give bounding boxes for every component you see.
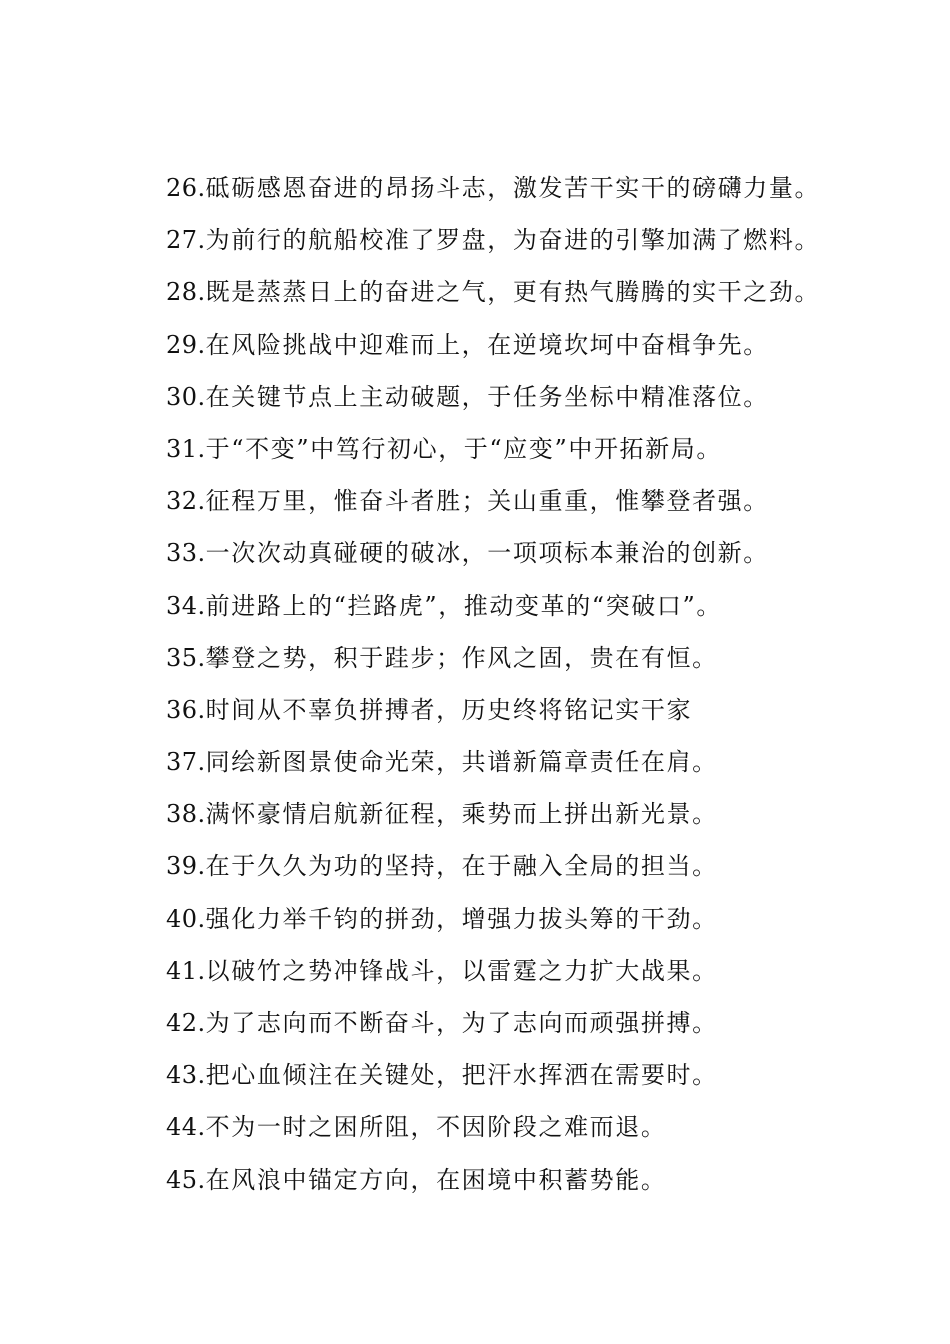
item-number: 31. xyxy=(166,434,206,463)
item-number: 34. xyxy=(166,591,206,620)
item-text: 一次次动真碰硬的破冰，一项项标本兼治的创新。 xyxy=(205,539,769,568)
item-number: 29. xyxy=(166,330,206,359)
item-number: 35. xyxy=(166,643,206,672)
item-text: 在风浪中锚定方向，在困境中积蓄势能。 xyxy=(205,1165,667,1194)
item-text: 在关键节点上主动破题，于任务坐标中精准落位。 xyxy=(205,382,769,411)
numbered-phrase-list xyxy=(166,162,866,1206)
list-item xyxy=(166,840,866,892)
item-number: 27. xyxy=(166,226,206,255)
item-number: 28. xyxy=(166,278,206,307)
item-text: 征程万里，惟奋斗者胜；关山重重，惟攀登者强。 xyxy=(205,487,769,516)
item-text: 为前行的航船校准了罗盘，为奋进的引擎加满了燃料。 xyxy=(205,226,821,255)
item-text: 满怀豪情启航新征程，乘势而上拼出新光景。 xyxy=(205,800,718,829)
list-item xyxy=(166,527,866,579)
item-number: 45. xyxy=(166,1165,206,1194)
item-text: 同绘新图景使命光荣，共谱新篇章责任在肩。 xyxy=(205,748,718,777)
item-number: 41. xyxy=(166,956,206,985)
item-number: 43. xyxy=(166,1061,206,1090)
list-item xyxy=(166,893,866,945)
item-text: 攀登之势，积于跬步；作风之固，贵在有恒。 xyxy=(205,643,718,672)
item-text: 在风险挑战中迎难而上，在逆境坎坷中奋楫争先。 xyxy=(205,330,769,359)
list-item xyxy=(166,319,866,371)
item-number: 32. xyxy=(166,487,206,516)
item-number: 26. xyxy=(166,174,206,202)
item-text: 砥砺感恩奋进的昂扬斗志，激发苦干实干的磅礴力量。 xyxy=(205,174,821,202)
list-item xyxy=(166,1101,866,1153)
item-number: 42. xyxy=(166,1009,206,1037)
item-number: 33. xyxy=(166,539,206,568)
item-number: 36. xyxy=(166,695,206,724)
item-text: 以破竹之势冲锋战斗，以雷霆之力扩大战果。 xyxy=(205,956,718,985)
list-item xyxy=(166,1154,866,1206)
list-item xyxy=(166,162,866,214)
item-text: 于“不变”中笃行初心，于“应变”中开拓新局。 xyxy=(205,434,722,463)
item-text: 强化力举千钧的拼劲，增强力拔头筹的干劲。 xyxy=(205,904,718,933)
item-number: 30. xyxy=(166,382,206,411)
list-item xyxy=(166,684,866,736)
item-number: 40. xyxy=(166,904,206,933)
item-number: 37. xyxy=(166,748,206,777)
list-item xyxy=(166,214,866,266)
list-item xyxy=(166,371,866,423)
item-text: 时间从不辜负拼搏者，历史终将铭记实干家 xyxy=(205,695,693,724)
item-text: 既是蒸蒸日上的奋进之气，更有热气腾腾的实干之劲。 xyxy=(205,278,821,307)
list-item xyxy=(166,632,866,684)
item-text: 把心血倾注在关键处，把汗水挥洒在需要时。 xyxy=(205,1061,718,1090)
list-item xyxy=(166,1049,866,1101)
list-item xyxy=(166,475,866,527)
item-text: 前进路上的“拦路虎”，推动变革的“突破口”。 xyxy=(205,591,722,620)
list-item xyxy=(166,266,866,318)
list-item xyxy=(166,580,866,632)
list-item xyxy=(166,423,866,475)
list-item xyxy=(166,736,866,788)
item-text: 不为一时之困所阻，不因阶段之难而退。 xyxy=(205,1113,667,1142)
item-number: 38. xyxy=(166,800,206,829)
list-item xyxy=(166,945,866,997)
item-number: 44. xyxy=(166,1113,206,1142)
item-text: 为了志向而不断奋斗，为了志向而顽强拼搏。 xyxy=(205,1009,718,1037)
item-number: 39. xyxy=(166,852,206,881)
list-item xyxy=(166,997,866,1049)
item-text: 在于久久为功的坚持，在于融入全局的担当。 xyxy=(205,852,718,881)
list-item xyxy=(166,788,866,840)
